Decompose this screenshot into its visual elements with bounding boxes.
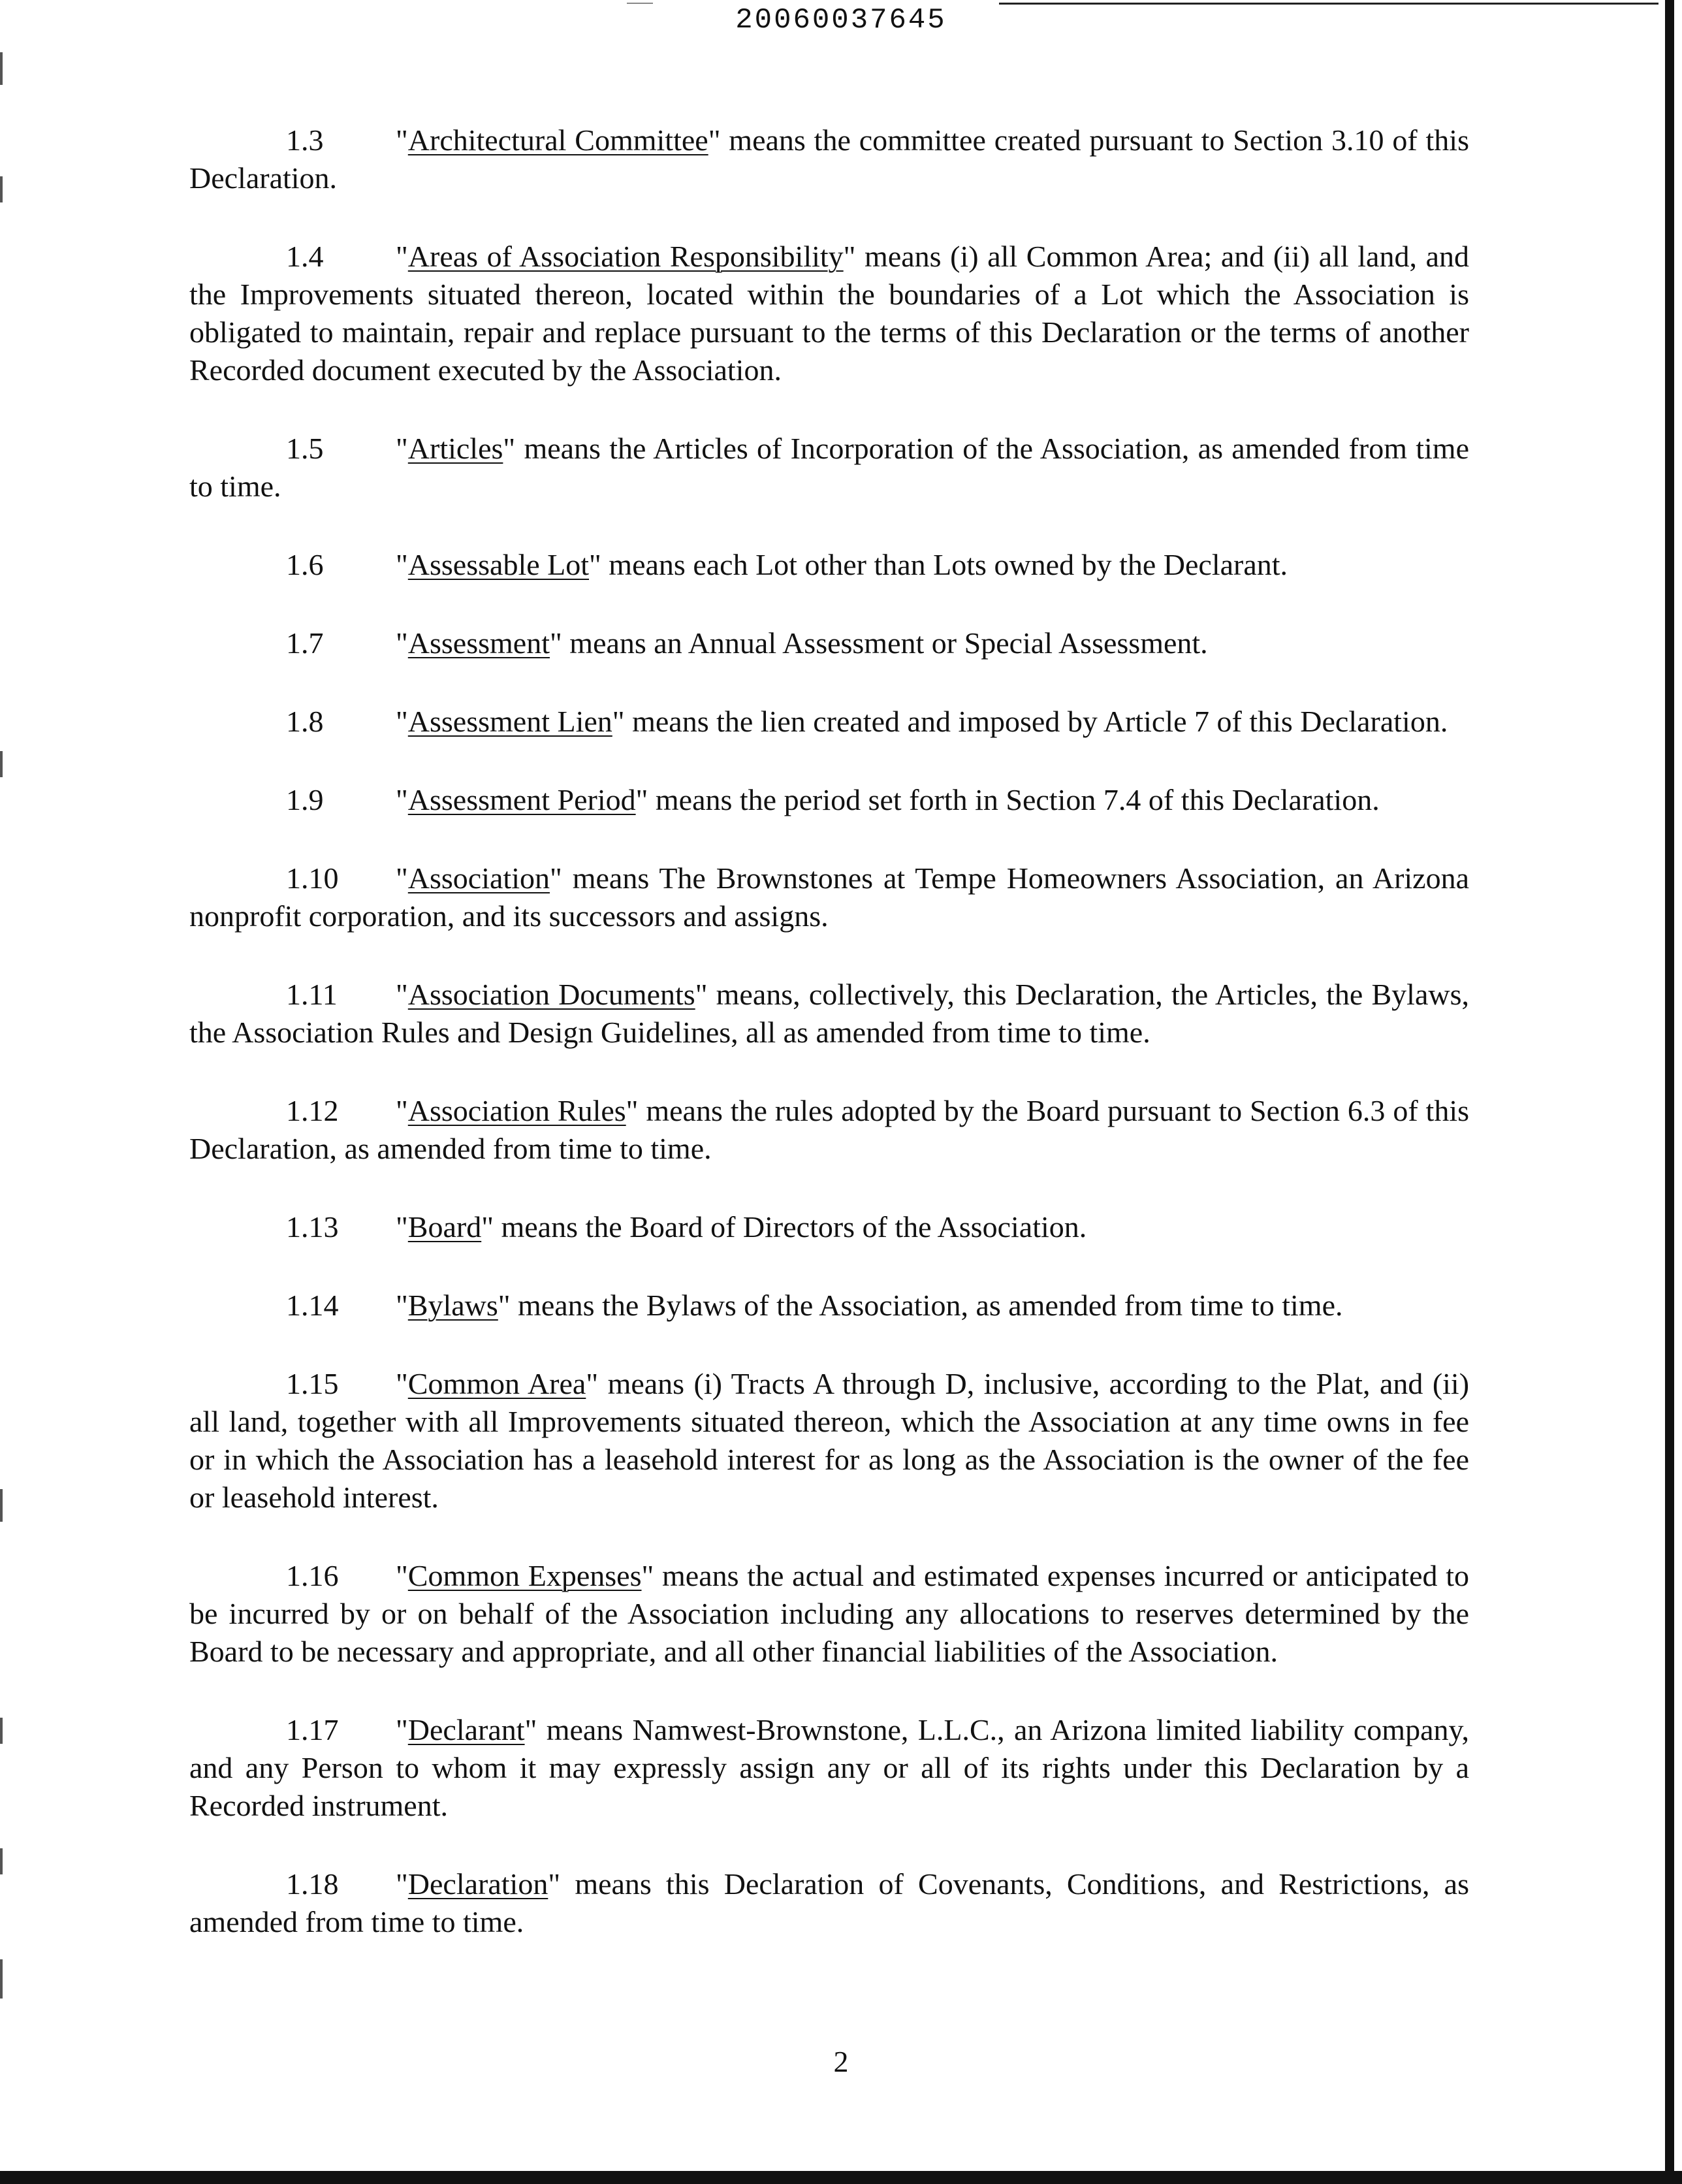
definition-paragraph: 1.13 "Board" means the Board of Directors of the Association. <box>189 1208 1469 1246</box>
definition-text: " means the Articles of Incorporation of the Association, as amended from time to time. <box>189 432 1469 503</box>
definition-text: " means the lien created and imposed by Article 7 of this Declaration. <box>612 705 1448 738</box>
defined-term: Board <box>407 1210 482 1244</box>
defined-term: Declarant <box>407 1713 525 1746</box>
defined-term: Declaration <box>407 1867 548 1901</box>
definition-paragraph: 1.14 "Bylaws" means the Bylaws of the Association, as amended from time to time. <box>189 1287 1469 1325</box>
defined-term: Assessable Lot <box>407 548 590 581</box>
definition-number: 1.13 <box>286 1210 339 1244</box>
definition-text: " means, collectively, this Declaration, the Articles, the Bylaws, the Association Rules and Design Guidelines, all as amended from time to time. <box>189 978 1470 1049</box>
scan-artifact-right-border <box>1665 0 1674 2184</box>
definition-paragraph: 1.18 "Declaration" means this Declaration of Covenants, Conditions, and Restrictions, as amended from time to time. <box>189 1865 1469 1941</box>
defined-term: Articles <box>407 432 503 465</box>
definition-paragraph: 1.5 "Articles" means the Articles of Incorporation of the Association, as amended from time to time. <box>189 430 1469 506</box>
scan-artifact-left-tick <box>0 1718 3 1744</box>
defined-term: Architectural Committee <box>407 123 708 157</box>
defined-term: Association Documents <box>407 978 695 1011</box>
definition-paragraph: 1.16 "Common Expenses" means the actual and estimated expenses incurred or anticipated to be incurred by or on behalf of the Association including any allocations to reserves determined by the Board to be necessary and appropriate, and all other financial liabilities of the Association. <box>189 1557 1469 1671</box>
definition-number: 1.5 <box>286 432 324 465</box>
definition-number: 1.15 <box>286 1367 339 1400</box>
defined-term: Common Area <box>407 1367 586 1400</box>
definition-number: 1.16 <box>286 1559 339 1592</box>
scan-artifact-left-tick <box>0 52 3 85</box>
definition-paragraph: 1.3 "Architectural Committee" means the committee created pursuant to Section 3.10 of this Declaration. <box>189 121 1469 197</box>
definition-number: 1.8 <box>286 705 324 738</box>
definition-paragraph: 1.6 "Assessable Lot" means each Lot other than Lots owned by the Declarant. <box>189 546 1469 584</box>
defined-term: Assessment Lien <box>407 705 612 738</box>
definition-text: " means this Declaration of Covenants, Conditions, and Restrictions, as amended from time to time. <box>189 1867 1469 1938</box>
definition-number: 1.4 <box>286 240 324 273</box>
defined-term: Common Expenses <box>407 1559 642 1592</box>
page-number: 2 <box>833 2045 849 2078</box>
definition-text: " means the actual and estimated expenses incurred or anticipated to be incurred by or on behalf of the Association including any allocations to reserves determined by the Board to be necessary and appropriate, and all other financial liabilities of the Association. <box>189 1559 1469 1668</box>
definition-number: 1.9 <box>286 783 324 816</box>
definition-number: 1.14 <box>286 1289 339 1322</box>
scan-artifact-left-tick <box>0 176 3 202</box>
definition-text: " means an Annual Assessment or Special Assessment. <box>550 626 1208 660</box>
definition-text: " means the committee created pursuant to Section 3.10 of this Declaration. <box>189 123 1469 195</box>
defined-term: Bylaws <box>407 1289 498 1322</box>
definition-number: 1.7 <box>286 626 324 660</box>
definition-paragraph: 1.17 "Declarant" means Namwest-Brownstone, L.L.C., an Arizona limited liability company, and any Person to whom it may expressly assign any or all of its rights under this Declaration by a Recorded instrument. <box>189 1711 1469 1825</box>
definition-text: " means the Bylaws of the Association, as amended from time to time. <box>498 1289 1343 1322</box>
definition-paragraph: 1.8 "Assessment Lien" means the lien created and imposed by Article 7 of this Declaration. <box>189 703 1469 741</box>
definition-text: " means Namwest-Brownstone, L.L.C., an Arizona limited liability company, and any Person to whom it may expressly assign any or all of its rights under this Declaration by a Recorded instrument. <box>189 1713 1469 1822</box>
definition-paragraph: 1.11 "Association Documents" means, collectively, this Declaration, the Articles, the Bylaws, the Association Rules and Design Guidelines, all as amended from time to time. <box>189 976 1469 1052</box>
definition-number: 1.18 <box>286 1867 339 1901</box>
definition-text: " means (i) Tracts A through D, inclusive, according to the Plat, and (ii) all land, together with all Improvements situated thereon, which the Association at any time owns in fee or in which the Association has a leasehold interest for as long as the Association is the owner of the fee or leasehold interest. <box>189 1367 1470 1514</box>
recording-number: 20060037645 <box>735 4 947 37</box>
definition-paragraph: 1.7 "Assessment" means an Annual Assessment or Special Assessment. <box>189 624 1469 662</box>
scan-artifact-bottom-border <box>0 2171 1682 2184</box>
definition-number: 1.6 <box>286 548 324 581</box>
definition-text: " means the rules adopted by the Board pursuant to Section 6.3 of this Declaration, as amended from time to time. <box>189 1094 1470 1165</box>
definition-text: " means The Brownstones at Tempe Homeowners Association, an Arizona nonprofit corporation, and its successors and assigns. <box>189 861 1469 933</box>
scan-artifact-left-tick <box>0 751 3 777</box>
definitions-list <box>189 121 1469 1982</box>
definition-paragraph: 1.9 "Assessment Period" means the period set forth in Section 7.4 of this Declaration. <box>189 781 1469 819</box>
definition-text: " means (i) all Common Area; and (ii) all land, and the Improvements situated thereon, located within the boundaries of a Lot which the Association is obligated to maintain, repair and replace pursuant to the terms of this Declaration or the terms of another Recorded document executed by the Association. <box>189 240 1470 387</box>
defined-term: Assessment Period <box>407 783 636 816</box>
definition-paragraph: 1.15 "Common Area" means (i) Tracts A through D, inclusive, according to the Plat, and (ii) all land, together with all Improvements situated thereon, which the Association at any time owns in fee or in which the Association has a leasehold interest for as long as the Association is the owner of the fee or leasehold interest. <box>189 1365 1469 1517</box>
defined-term: Association <box>407 861 550 895</box>
defined-term: Assessment <box>407 626 550 660</box>
definition-number: 1.17 <box>286 1713 339 1746</box>
defined-term: Association Rules <box>407 1094 626 1127</box>
definition-number: 1.10 <box>286 861 339 895</box>
definition-number: 1.12 <box>286 1094 339 1127</box>
definition-text: " means the period set forth in Section 7.4 of this Declaration. <box>635 783 1380 816</box>
scan-artifact-left-tick <box>0 1489 3 1522</box>
definition-paragraph: 1.10 "Association" means The Brownstones at Tempe Homeowners Association, an Arizona nonprofit corporation, and its successors and assigns. <box>189 859 1469 935</box>
definition-number: 1.11 <box>286 978 338 1011</box>
definition-number: 1.3 <box>286 123 324 157</box>
defined-term: Areas of Association Responsibility <box>407 240 844 273</box>
definition-text: " means the Board of Directors of the Association. <box>481 1210 1087 1244</box>
scan-artifact-left-tick <box>0 1848 3 1874</box>
definition-text: " means each Lot other than Lots owned by the Declarant. <box>589 548 1288 581</box>
scan-artifact-left-tick <box>0 1959 3 1999</box>
definition-paragraph: 1.4 "Areas of Association Responsibility" means (i) all Common Area; and (ii) all land, and the Improvements situated thereon, located within the boundaries of a Lot which the Association is obligated to maintain, repair and replace pursuant to the terms of this Declaration or the terms of another Recorded document executed by the Association. <box>189 238 1469 389</box>
definition-paragraph: 1.12 "Association Rules" means the rules adopted by the Board pursuant to Section 6.3 of this Declaration, as amended from time to time. <box>189 1092 1469 1168</box>
